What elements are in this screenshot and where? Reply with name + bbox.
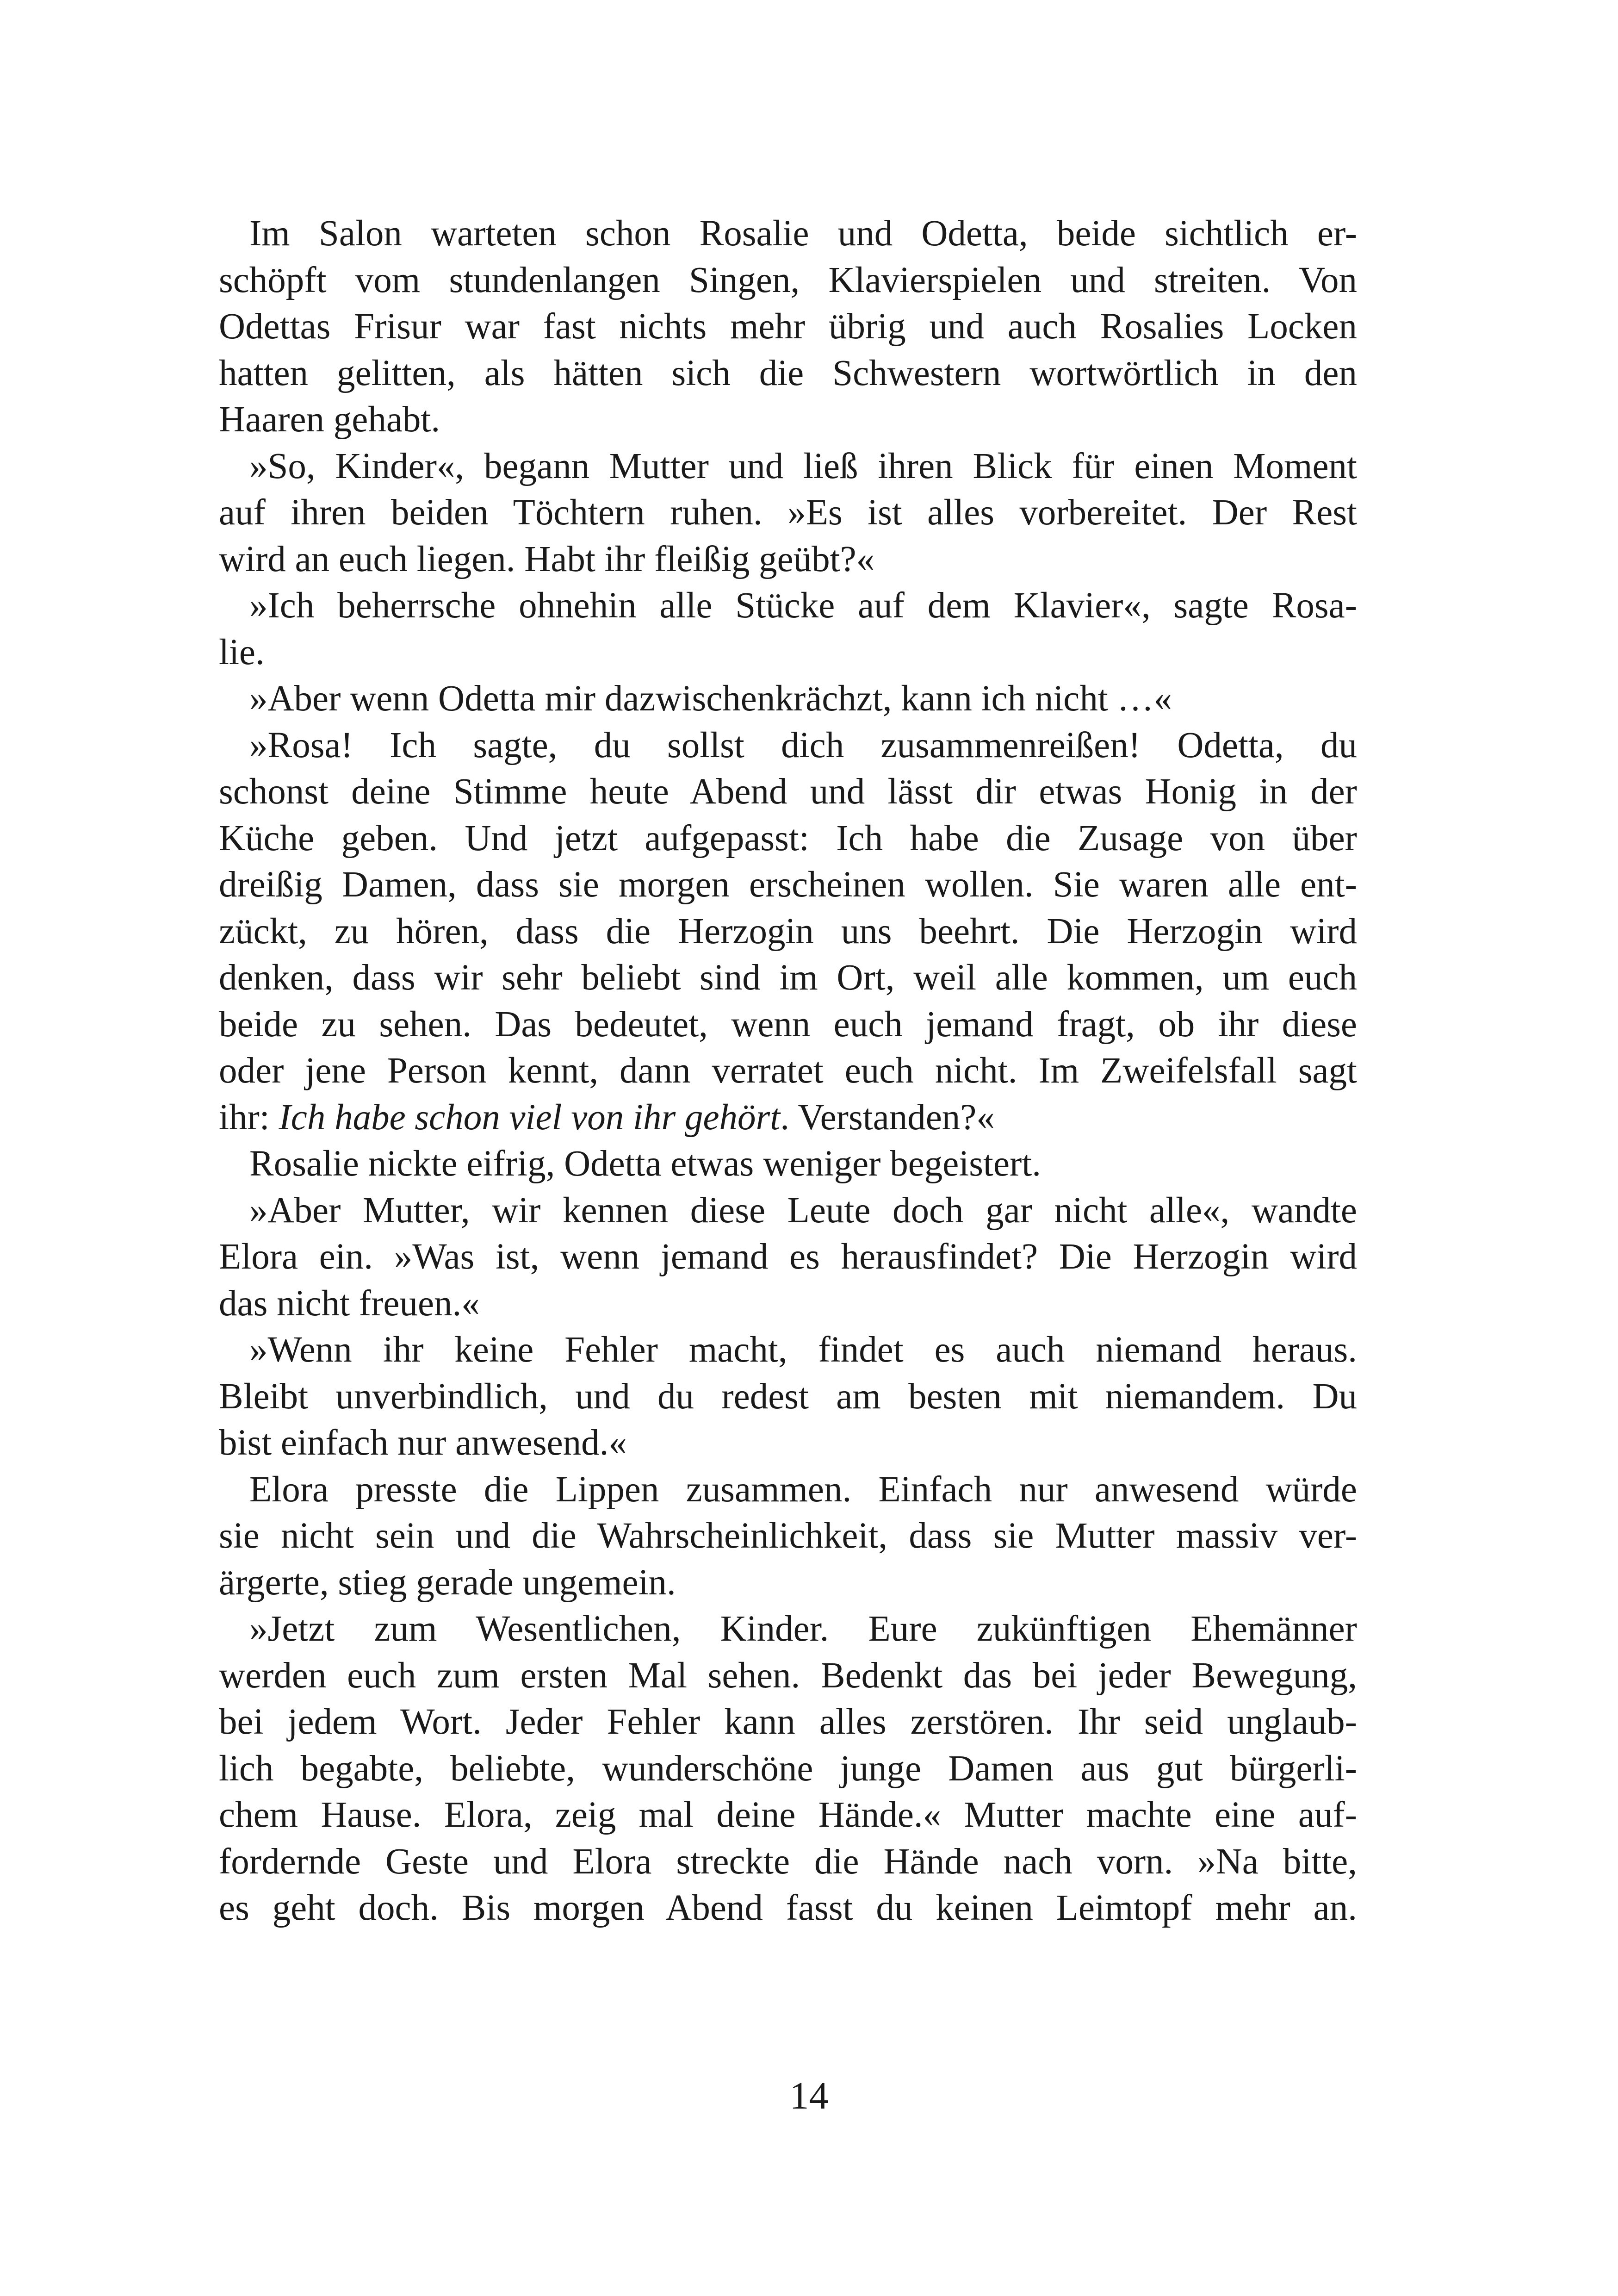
text-line: Odettas Frisur war fast nichts mehr übrig und auch Rosalies Locken [219,306,1357,347]
text-line: Elora presste die Lippen zusammen. Einfach nur anwesend würde [249,1469,1357,1510]
text-line: lie. [219,632,265,672]
text-line: Elora ein. »Was ist, wenn jemand es herausfindet? Die Herzogin wird [219,1237,1357,1277]
text-line: ärgerte, stieg gerade ungemein. [219,1562,676,1603]
text-line: »Aber wenn Odetta mir dazwischenkrächzt, kann ich nicht …« [249,678,1172,719]
text-line: Bleibt unverbindlich, und du redest am besten mit niemandem. Du [219,1376,1357,1417]
text-segment: . Verstanden?« [780,1097,995,1138]
text-line: lich begabte, beliebte, wunderschöne junge Damen aus gut bürgerli- [219,1748,1357,1789]
text-line: »Aber Mutter, wir kennen diese Leute doch gar nicht alle«, wandte [249,1190,1357,1231]
text-line: beide zu sehen. Das bedeutet, wenn euch jemand fragt, ob ihr diese [219,1004,1357,1045]
text-line: Küche geben. Und jetzt aufgepasst: Ich habe die Zusage von über [219,818,1357,859]
text-line: sie nicht sein und die Wahrscheinlichkeit, dass sie Mutter massiv ver- [219,1516,1357,1556]
text-line: denken, dass wir sehr beliebt sind im Ort, weil alle kommen, um euch [219,958,1357,998]
italic-quote: Ich habe schon viel von ihr gehört [279,1097,781,1138]
text-line: »Jetzt zum Wesentlichen, Kinder. Eure zukünftigen Ehemänner [249,1609,1357,1649]
text-line: »Ich beherrsche ohnehin alle Stücke auf dem Klavier«, sagte Rosa- [249,585,1357,626]
text-line: auf ihren beiden Töchtern ruhen. »Es ist alles vorbereitet. Der Rest [219,492,1357,533]
text-line: chem Hause. Elora, zeig mal deine Hände.« Mutter machte eine auf- [219,1795,1357,1835]
text-line: bei jedem Wort. Jeder Fehler kann alles zerstören. Ihr seid unglaub- [219,1702,1357,1742]
text-segment: ihr: [219,1097,279,1138]
text-line: Haaren gehabt. [219,399,440,440]
body-text [219,211,1357,1932]
text-line: »Wenn ihr keine Fehler macht, findet es auch niemand heraus. [249,1330,1357,1370]
text-line: Im Salon warteten schon Rosalie und Odetta, beide sichtlich er- [249,213,1357,254]
text-line: dreißig Damen, dass sie morgen erscheinen wollen. Sie waren alle ent- [219,865,1357,905]
text-line: oder jene Person kennt, dann verratet euch nicht. Im Zweifelsfall sagt [219,1051,1357,1091]
text-line: es geht doch. Bis morgen Abend fasst du keinen Leimtopf mehr an. [219,1888,1357,1928]
text-line: Rosalie nickte eifrig, Odetta etwas weniger begeistert. [249,1144,1041,1184]
text-line: »Rosa! Ich sagte, du sollst dich zusammenreißen! Odetta, du [249,725,1357,765]
text-line: hatten gelitten, als hätten sich die Schwestern wortwörtlich in den [219,353,1357,393]
text-line: zückt, zu hören, dass die Herzogin uns beehrt. Die Herzogin wird [219,911,1357,952]
page-number: 14 [789,2074,829,2117]
text-line: fordernde Geste und Elora streckte die Hände nach vorn. »Na bitte, [219,1841,1357,1882]
text-line: werden euch zum ersten Mal sehen. Bedenkt das bei jeder Bewegung, [219,1655,1357,1696]
text-line: wird an euch liegen. Habt ihr fleißig geübt?« [219,539,875,579]
text-line: schonst deine Stimme heute Abend und lässt dir etwas Honig in der [219,772,1357,812]
text-line: schöpft vom stundenlangen Singen, Klavierspielen und streiten. Von [219,260,1357,300]
text-line: das nicht freuen.« [219,1283,480,1324]
text-line: bist einfach nur anwesend.« [219,1423,627,1463]
text-line [219,1095,1357,1141]
text-line: »So, Kinder«, begann Mutter und ließ ihren Blick für einen Moment [249,446,1357,486]
